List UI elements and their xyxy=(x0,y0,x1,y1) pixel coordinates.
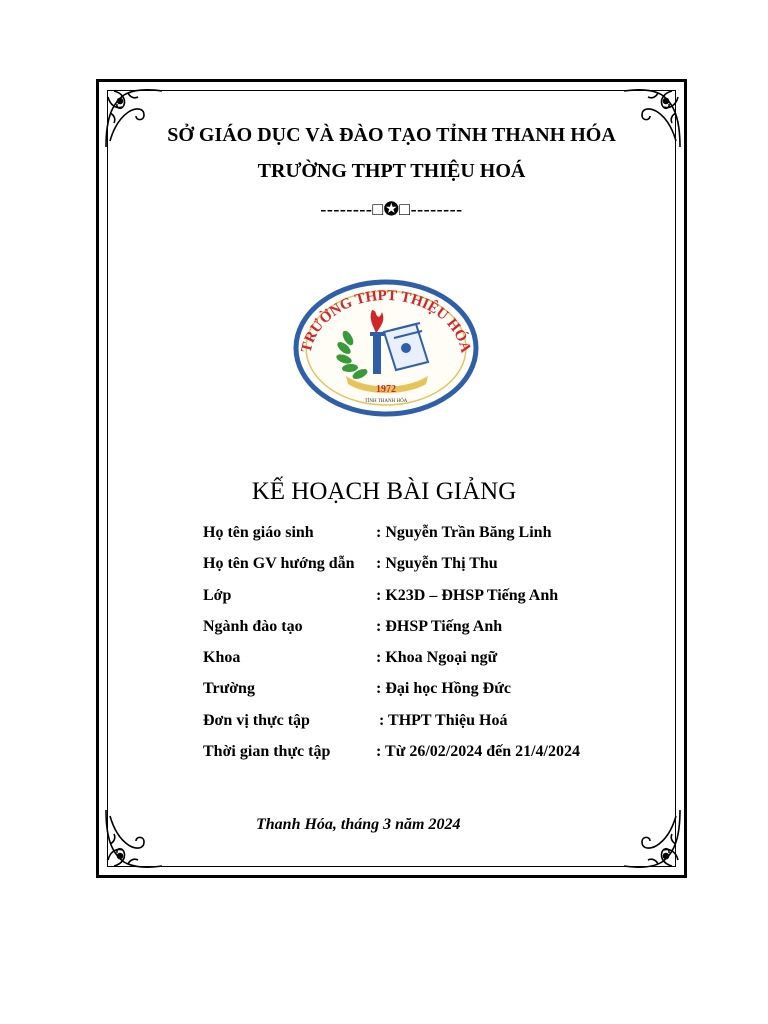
info-label: Ngành đào tạo xyxy=(203,617,303,635)
info-row xyxy=(203,712,643,743)
info-value: : ĐHSP Tiếng Anh xyxy=(376,617,503,635)
info-value: : THPT Thiệu Hoá xyxy=(379,711,508,729)
department-heading: SỞ GIÁO DỤC VÀ ĐÀO TẠO TỈNH THANH HÓA xyxy=(167,124,616,146)
corner-ornament-bottom-left xyxy=(100,804,170,874)
corner-ornament-bottom-right xyxy=(616,804,686,874)
info-label: Khoa xyxy=(203,649,241,667)
info-row xyxy=(203,680,643,711)
place-date-footer: Thanh Hóa, tháng 3 năm 2024 xyxy=(256,816,461,833)
info-value: : K23D – ĐHSP Tiếng Anh xyxy=(376,586,559,604)
school-logo xyxy=(288,268,484,420)
info-label: Họ tên giáo sinh xyxy=(203,524,314,541)
info-label: Thời gian thực tập xyxy=(203,743,331,761)
logo-place: TỈNH THANH HÓA xyxy=(364,399,408,404)
info-label: Trường xyxy=(203,680,255,698)
decorative-separator: --------□✪□-------- xyxy=(320,199,463,219)
info-table xyxy=(203,524,643,774)
info-row xyxy=(203,649,643,680)
info-value: : Nguyễn Trần Băng Linh xyxy=(376,524,552,541)
info-value: : Từ 26/02/2024 đến 21/4/2024 xyxy=(376,743,580,761)
info-value: : Đại học Hồng Đức xyxy=(376,680,511,698)
info-row xyxy=(203,524,643,555)
info-value: : Nguyễn Thị Thu xyxy=(376,555,498,573)
info-row xyxy=(203,743,643,774)
info-row xyxy=(203,618,643,649)
info-row xyxy=(203,587,643,618)
info-label: Lớp xyxy=(203,586,232,604)
info-value: : Khoa Ngoại ngữ xyxy=(376,649,498,667)
school-heading: TRƯỜNG THPT THIỆU HOÁ xyxy=(257,160,526,182)
info-row xyxy=(203,555,643,586)
logo-arc-text: TRƯỜNG THPT THIỆU HÓA xyxy=(298,287,474,355)
document-title: KẾ HOẠCH BÀI GIẢNG xyxy=(251,478,517,505)
logo-year: 1972 xyxy=(376,384,396,395)
info-label: Đơn vị thực tập xyxy=(203,711,310,729)
info-label: Họ tên GV hướng dẫn xyxy=(203,555,355,573)
